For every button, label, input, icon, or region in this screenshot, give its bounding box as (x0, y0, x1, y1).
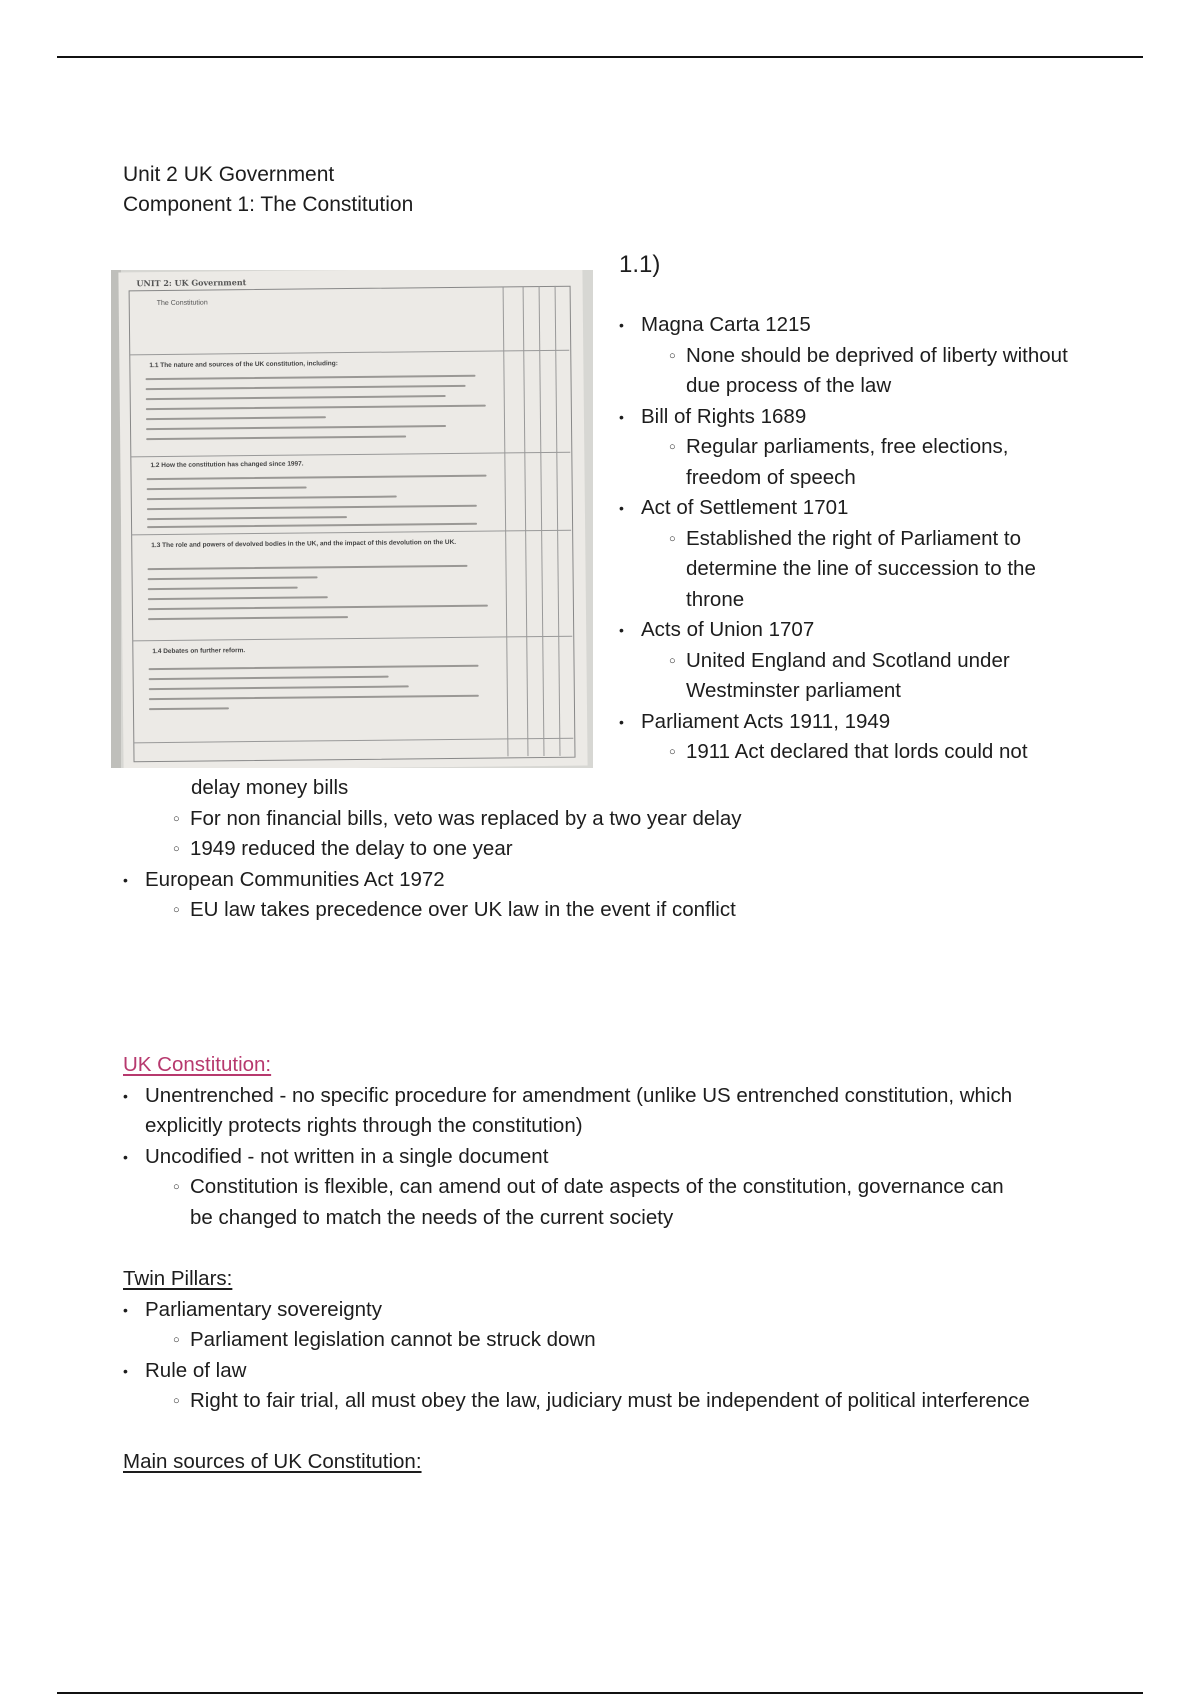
list-subitem-continuation: delay money bills (191, 776, 349, 799)
sheet-subtitle: The Constitution (156, 299, 208, 308)
list-subitem: ○ Right to fair trial, all must obey the law, judiciary must be independent of political interference (123, 1386, 1133, 1417)
list-subitem: ○ EU law takes precedence over UK law in the event if conflict (123, 895, 1133, 926)
list-subitem-continuation: throne (686, 587, 745, 611)
sources-list (619, 310, 1139, 768)
list-item: • Act of Settlement 1701 (619, 493, 1139, 524)
list-subitem-continuation: due process of the law (686, 374, 892, 397)
twin-pillars-heading: Twin Pillars: (123, 1267, 233, 1290)
sheet-title: UNIT 2: UK Government (136, 277, 247, 289)
list-subitem: ○ None should be deprived of liberty without (619, 341, 1139, 372)
list-subitem: ○ Regular parliaments, free elections, (619, 432, 1139, 463)
section-1-1-continued (123, 773, 1133, 926)
uk-constitution-section (123, 1050, 1133, 1233)
list-item: • Uncodified - not written in a single document (123, 1142, 1133, 1173)
list-subitem: ○ United England and Scotland under (619, 646, 1139, 677)
main-sources-heading: Main sources of UK Constitution: (123, 1450, 422, 1473)
twin-pillars-list (123, 1295, 1133, 1417)
list-item: • Magna Carta 1215 (619, 310, 1139, 341)
bottom-rule (57, 1692, 1143, 1694)
list-item: • Parliamentary sovereignty (123, 1295, 1133, 1326)
list-subitem: ○ Parliament legislation cannot be struck down (123, 1325, 1133, 1356)
list-item: • Rule of law (123, 1356, 1133, 1387)
sheet-section-title: 1.1 The nature and sources of the UK constitution, including: (149, 360, 338, 370)
list-item: • Unentrenched - no specific procedure for amendment (unlike US entrenched constitution, which (123, 1081, 1133, 1112)
list-item: • Bill of Rights 1689 (619, 402, 1139, 433)
sheet-section-title: 1.3 The role and powers of devolved bodies in the UK, and the impact of this devolution on the UK. (151, 538, 457, 550)
top-rule (57, 56, 1143, 58)
document-header (123, 160, 413, 220)
list-item: • Parliament Acts 1911, 1949 (619, 707, 1139, 738)
twin-pillars-section (123, 1264, 1133, 1417)
syllabus-photo (111, 270, 593, 768)
list-subitem-continuation: be changed to match the needs of the current society (190, 1205, 674, 1229)
list-subitem: ○ 1949 reduced the delay to one year (123, 834, 1133, 865)
section-1-1 (619, 250, 1139, 768)
main-sources-section (123, 1447, 1133, 1478)
uk-constitution-list (123, 1081, 1133, 1234)
list-item: • European Communities Act 1972 (123, 865, 1133, 896)
section-number: 1.1) (619, 251, 661, 278)
list-item-continuation (123, 1111, 1133, 1142)
list-subitem: ○ 1911 Act declared that lords could not (619, 737, 1139, 768)
sheet-section-title: 1.2 How the constitution has changed since 1997. (150, 460, 304, 470)
component-title: Component 1: The Constitution (123, 193, 414, 216)
list-subitem: ○ Constitution is flexible, can amend out of date aspects of the constitution, governance can (123, 1172, 1133, 1203)
list-subitem: ○ Established the right of Parliament to (619, 524, 1139, 555)
list-subitem-continuation: freedom of speech (686, 465, 856, 489)
list-subitem-continuation: Westminster parliament (686, 679, 901, 702)
sources-list-continued (123, 773, 1133, 926)
list-subitem-continuation: determine the line of succession to the (686, 557, 1036, 580)
list-item-continuation-text: explicitly protects rights through the constitution) (145, 1114, 583, 1137)
list-subitem: ○ For non financial bills, veto was replaced by a two year delay (123, 804, 1133, 835)
sheet-section-title: 1.4 Debates on further reform. (152, 647, 246, 656)
uk-constitution-heading: UK Constitution: (123, 1053, 272, 1076)
unit-title: Unit 2 UK Government (123, 163, 335, 186)
syllabus-sheet (118, 270, 587, 768)
list-item: • Acts of Union 1707 (619, 615, 1139, 646)
